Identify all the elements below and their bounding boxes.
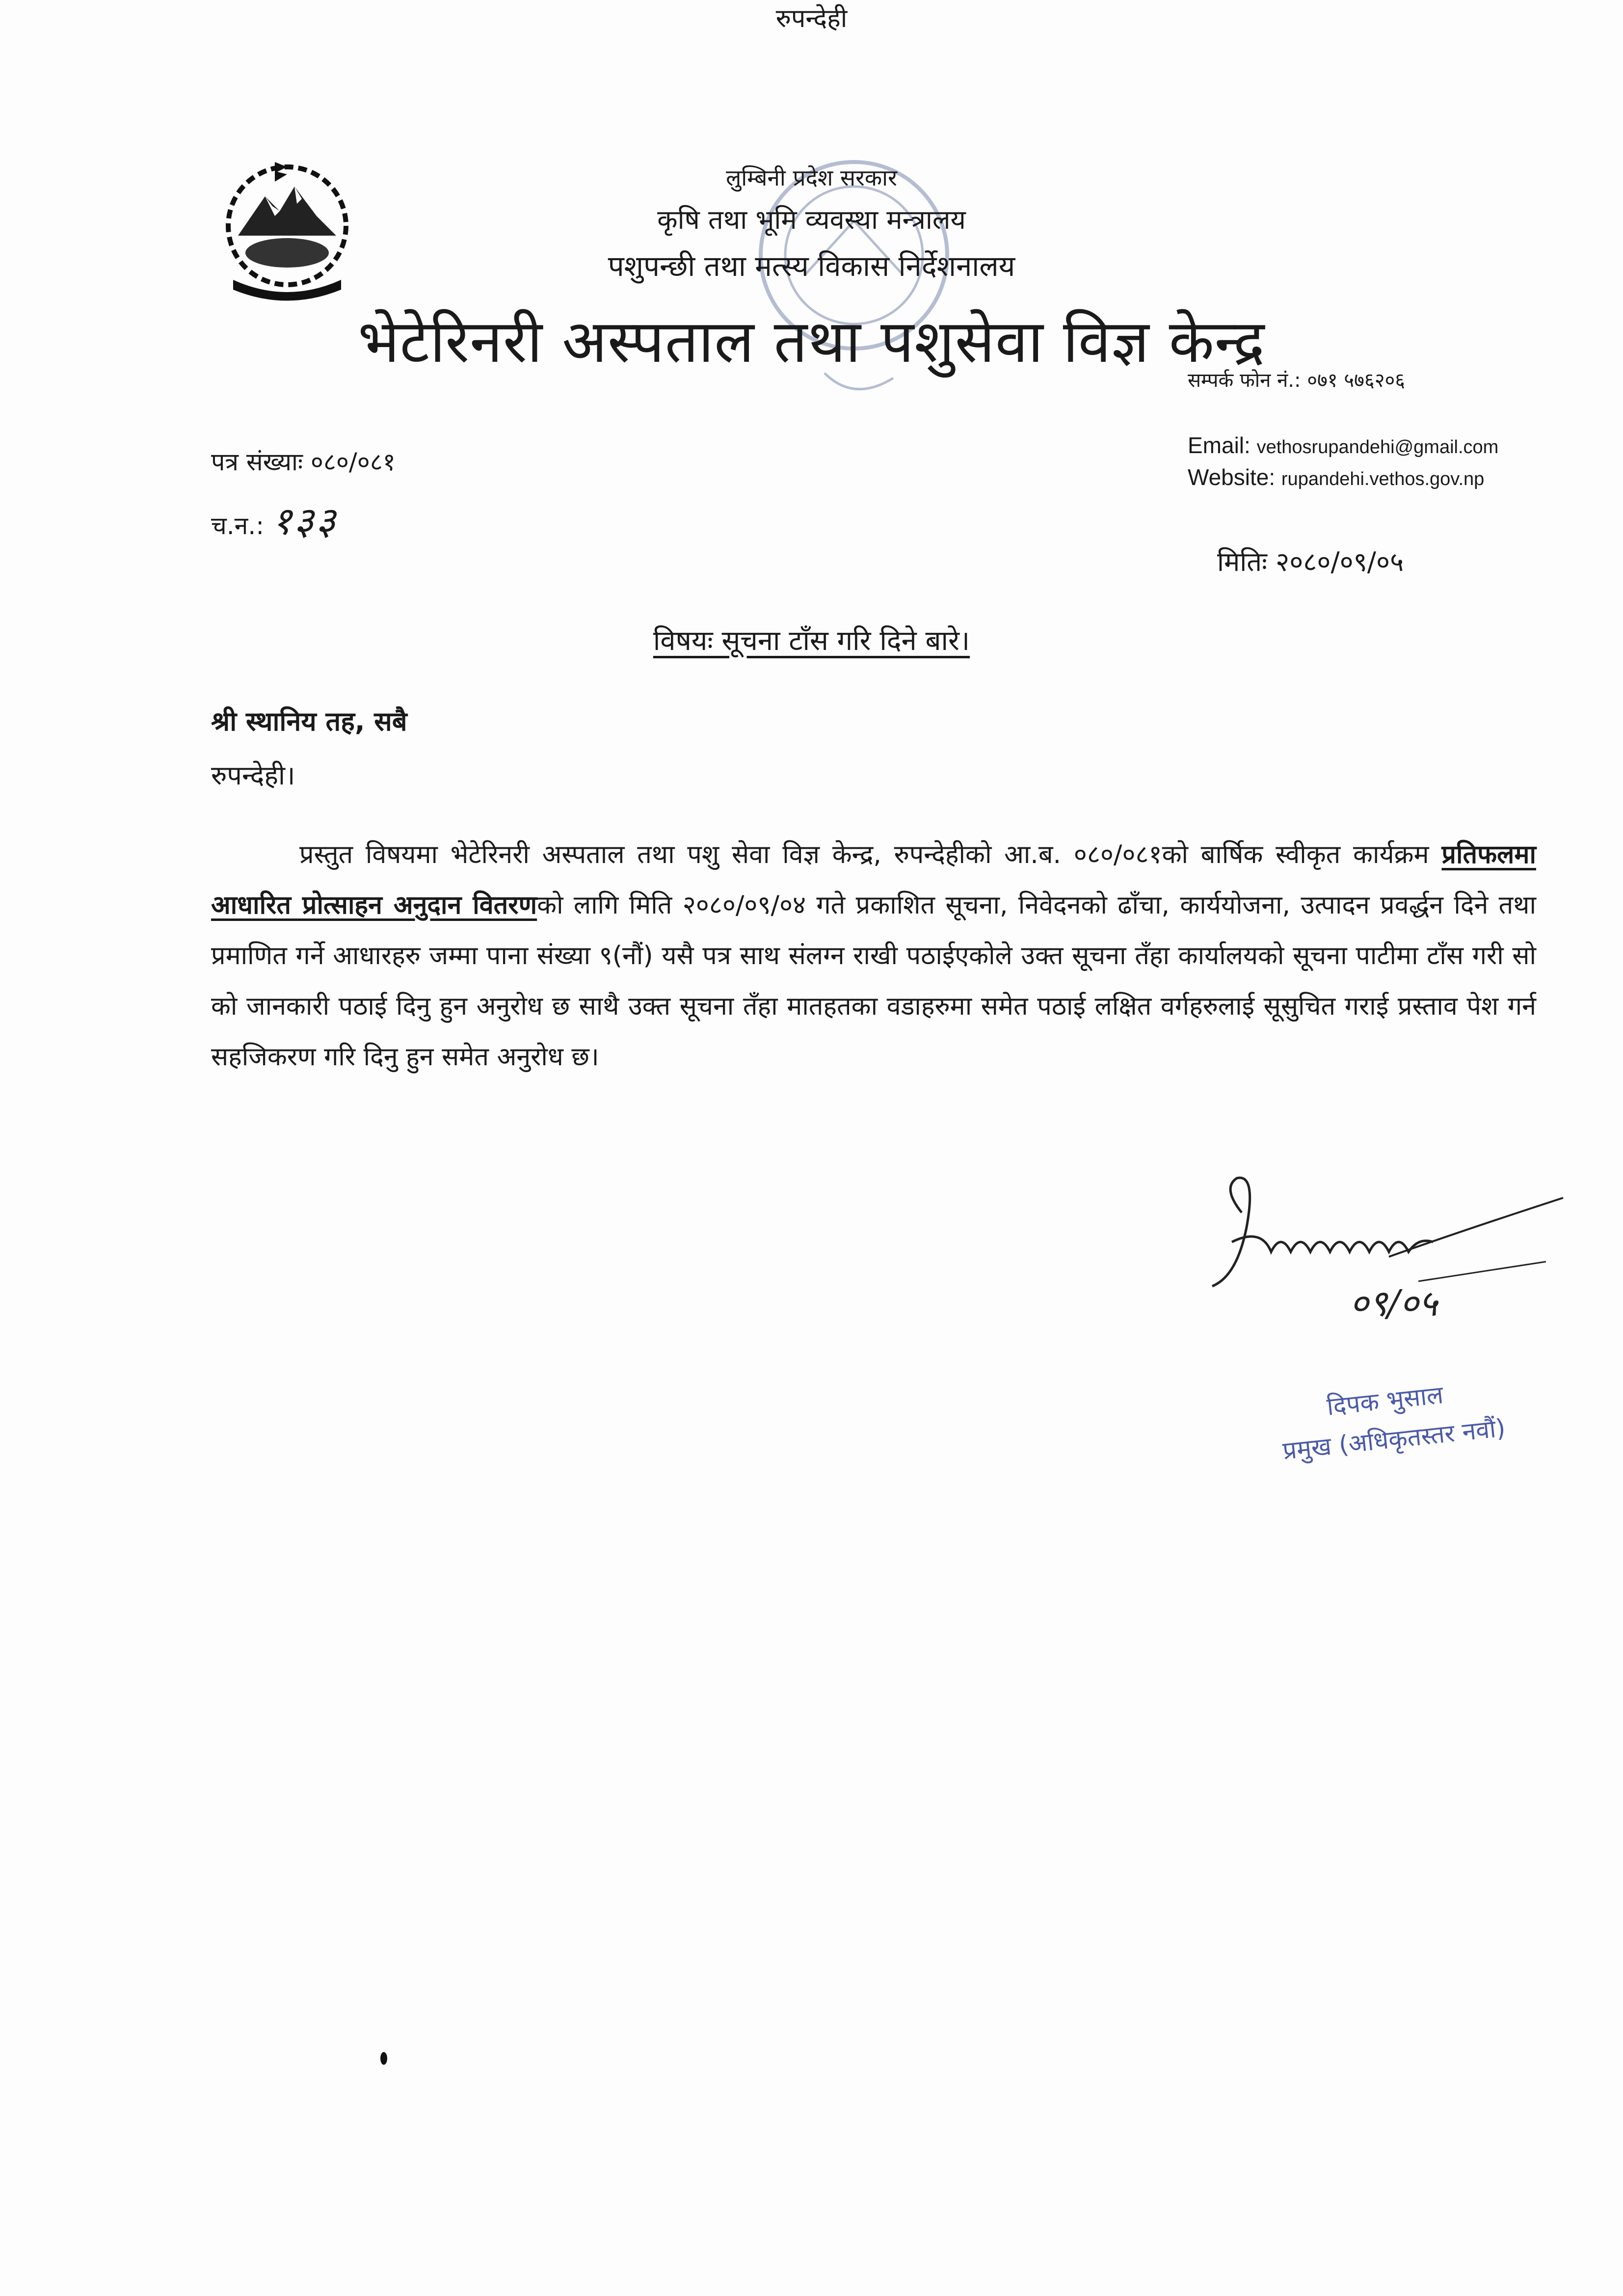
ref-label: पत्र संख्याः — [211, 448, 303, 476]
contact-website — [1188, 464, 1484, 490]
ink-speck — [380, 2052, 387, 2065]
contact-phone — [1188, 366, 1405, 393]
dispatch-label: च.न.: — [211, 512, 265, 540]
ref-value: ०८०/०८१ — [310, 448, 396, 476]
phone-value: ०७१ ५७६२०६ — [1307, 369, 1406, 392]
office-district: रुपन्देही — [775, 4, 848, 33]
reference-number — [211, 444, 396, 478]
addressee: श्री स्थानिय तह, सबै — [211, 706, 407, 737]
website-value: rupandehi.vethos.gov.np — [1281, 469, 1485, 489]
dispatch-number — [211, 493, 338, 545]
addressee-place: रुपन्देही। — [211, 760, 295, 791]
contact-email — [1188, 432, 1498, 459]
dispatch-value: १३३ — [272, 499, 338, 543]
ministry-name: कृषि तथा भूमि व्यवस्था मन्त्रालय — [657, 204, 966, 235]
date-value: २०८०/०९/०५ — [1276, 546, 1404, 577]
signatory-title: प्रमुख (अधिकृतस्तर नवौं) — [1281, 1413, 1507, 1465]
letter-subject — [0, 621, 1623, 658]
letter-date — [1217, 542, 1404, 579]
signature-icon — [1202, 1168, 1566, 1335]
subject-text: विषयः सूचना टाँस गरि दिने बारे। — [653, 625, 970, 657]
body-part-1: प्रस्तुत विषयमा भेटेरिनरी अस्पताल तथा पशु सेवा विज्ञ केन्द्र, रुपन्देहीको आ.ब. ०८०/०८१को बार्षिक स्वीकृत कार्यक्रम — [299, 840, 1442, 869]
government-name: लुम्बिनी प्रदेश सरकार — [726, 164, 897, 191]
letter-body — [211, 830, 1536, 1082]
email-label: Email: — [1188, 432, 1251, 458]
phone-label: सम्पर्क फोन नं.: — [1188, 369, 1301, 392]
directorate-name: पशुपन्छी तथा मत्स्य विकास निर्देशनालय — [608, 249, 1015, 283]
office-name: भेटेरिनरी अस्पताल तथा पशुसेवा विज्ञ केन्द्र — [358, 308, 1265, 376]
body-part-2: को लागि मिति २०८०/०९/०४ गते प्रकाशित सूचना, निवेदनको ढाँचा, कार्ययोजना, उत्पादन प्रवर्द्धन दिने तथा प्रमाणित गर्ने आधारहरु जम्मा पाना संख्या ९(नौं) यसै पत्र साथ संलग्न राखी पठाईएकोले उक्त सूचना तँहा कार्यालयको सूचना पाटीमा टाँस गरी सो को जानकारी पठाई दिनु हुन अनुरोध छ साथै उक्त सूचना तँहा मातहतका वडाहरुमा समेत पठाई लक्षित वर्गहरुलाई सूसुचित गराई प्रस्ताव पेश गर्न सहजिकरण गरि दिनु हुन समेत अनुरोध छ। — [211, 891, 1536, 1072]
website-label: Website: — [1188, 464, 1276, 490]
date-label: मितिः — [1217, 546, 1267, 577]
signature-date: ०९/०५ — [1350, 1282, 1437, 1324]
email-value: vethosrupandehi@gmail.com — [1256, 437, 1499, 458]
signatory-name: दिपक भुसाल — [1325, 1380, 1445, 1421]
body-highlight: प्रतिफलमा आधारित प्रोत्साहन अनुदान वितरण — [211, 840, 1536, 920]
